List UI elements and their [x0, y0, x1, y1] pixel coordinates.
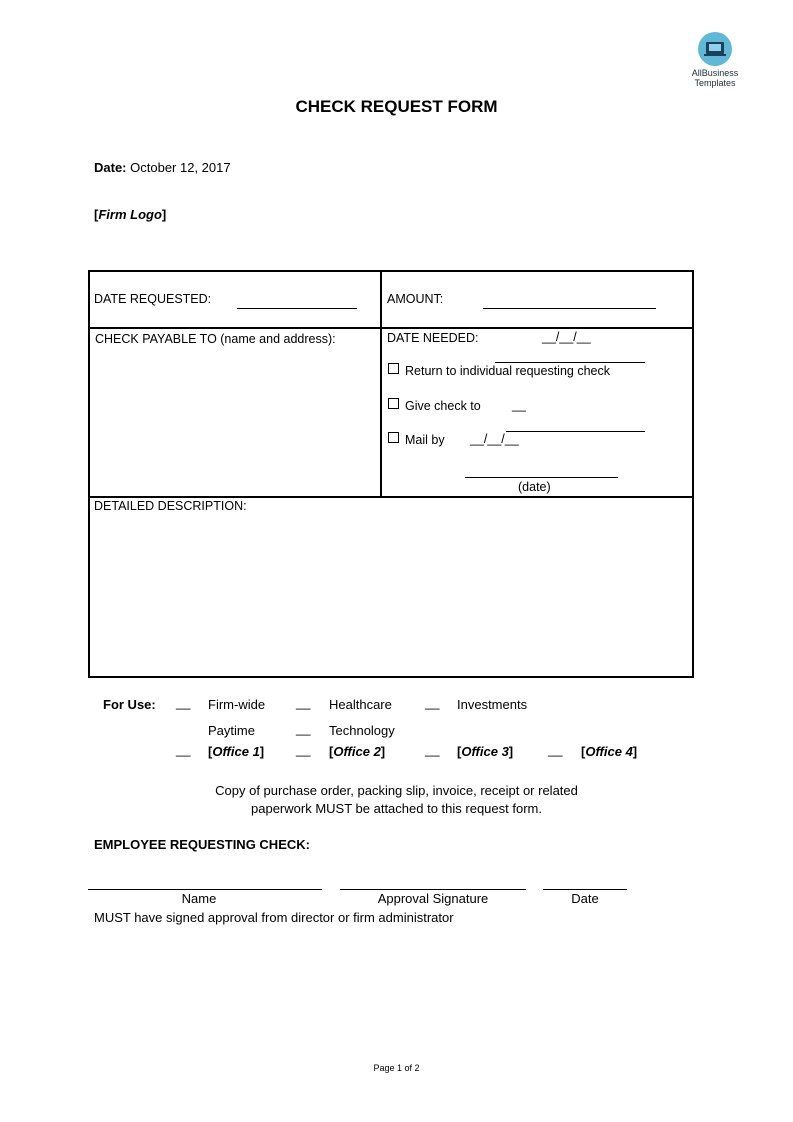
healthcare-option: Healthcare [329, 697, 392, 712]
date-requested-field[interactable] [237, 308, 357, 309]
amount-label: AMOUNT: [387, 292, 444, 306]
date-caption: Date [571, 891, 599, 906]
date-needed-label: DATE NEEDED: [387, 331, 479, 345]
name-caption: Name [181, 891, 217, 906]
date-line [94, 160, 231, 175]
logo-text: AllBusiness Templates [691, 68, 739, 88]
office-1-blank[interactable]: __ [176, 742, 191, 757]
office-1-option: [Office 1] [208, 744, 265, 759]
firm-logo-placeholder: [Firm Logo] [94, 207, 167, 222]
technology-blank[interactable]: __ [296, 721, 311, 736]
date-value: October 12, 2017 [130, 160, 231, 175]
return-option-label: Return to individual requesting check [405, 364, 610, 378]
attachment-notice-line1: Copy of purchase order, packing slip, invoice, receipt or related [215, 783, 578, 798]
employee-heading: EMPLOYEE REQUESTING CHECK: [94, 837, 310, 852]
investments-blank[interactable]: __ [425, 695, 440, 710]
firm-wide-option: Firm-wide [208, 697, 266, 712]
underline [495, 362, 645, 363]
company-logo [683, 32, 747, 88]
date-signature-line[interactable] [465, 477, 618, 478]
technology-option: Technology [329, 723, 395, 738]
check-request-table [88, 270, 694, 678]
firm-wide-blank[interactable]: __ [176, 695, 191, 710]
column-divider [380, 272, 382, 498]
underline [506, 431, 645, 432]
detailed-description-area[interactable] [94, 518, 688, 668]
give-option-label: Give check to [405, 399, 481, 413]
mail-date-field[interactable]: __/__/__ [470, 432, 519, 446]
office-2-blank[interactable]: __ [296, 742, 311, 757]
for-use-label: For Use: [103, 697, 156, 712]
date-signature-line[interactable] [543, 889, 627, 890]
row-divider [90, 496, 692, 498]
healthcare-blank[interactable]: __ [296, 695, 311, 710]
approval-requirement: MUST have signed approval from director or firm administrator [94, 910, 454, 925]
laptop-icon [698, 32, 732, 66]
office-2-option: [Office 2] [329, 744, 386, 759]
return-checkbox[interactable] [388, 363, 399, 374]
check-payable-label: CHECK PAYABLE TO (name and address): [95, 332, 336, 346]
amount-field[interactable] [483, 308, 656, 309]
mail-checkbox[interactable] [388, 432, 399, 443]
detailed-description-label: DETAILED DESCRIPTION: [94, 499, 247, 513]
give-checkbox[interactable] [388, 398, 399, 409]
page-title: CHECK REQUEST FORM [295, 97, 498, 116]
date-caption: (date) [518, 480, 551, 494]
date-needed-field[interactable]: __/__/__ [542, 330, 591, 344]
paytime-option: Paytime [208, 723, 255, 738]
attachment-notice-line2: paperwork MUST be attached to this request form. [251, 801, 542, 816]
name-signature-line[interactable] [88, 889, 322, 890]
date-label: Date: [94, 160, 127, 175]
row-divider [90, 327, 692, 329]
mail-option-label: Mail by [405, 433, 445, 447]
page-number: Page 1 of 2 [373, 1063, 420, 1073]
office-4-option: [Office 4] [581, 744, 638, 759]
give-field[interactable]: __ [512, 398, 526, 412]
office-3-option: [Office 3] [457, 744, 514, 759]
office-3-blank[interactable]: __ [425, 742, 440, 757]
office-4-blank[interactable]: __ [548, 742, 563, 757]
date-requested-label: DATE REQUESTED: [94, 292, 212, 306]
investments-option: Investments [457, 697, 528, 712]
approval-signature-line[interactable] [340, 889, 526, 890]
approval-caption: Approval Signature [377, 891, 489, 906]
